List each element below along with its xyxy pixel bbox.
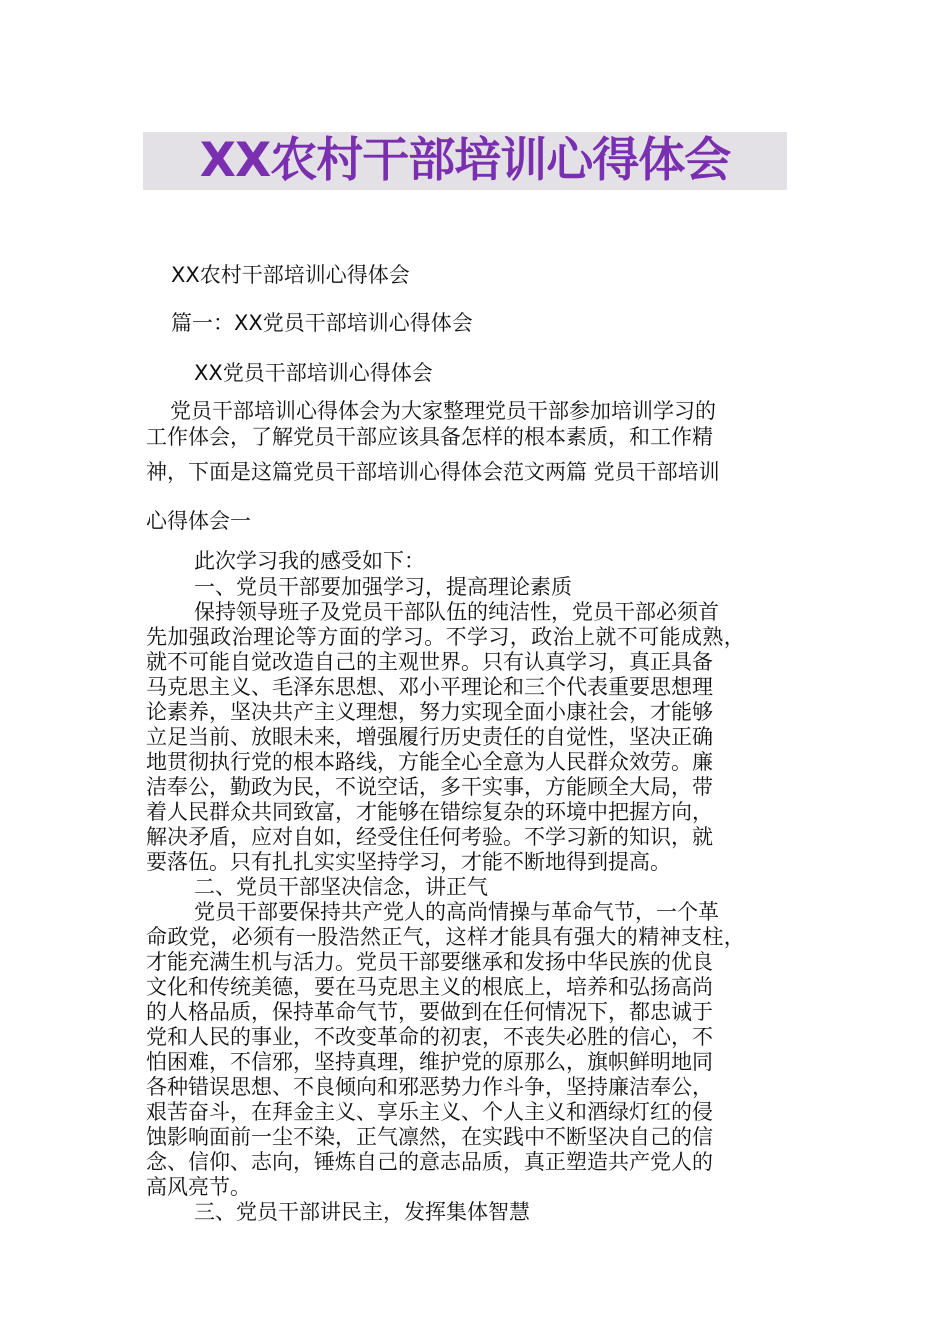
section-2-line: 念、信仰、志向，锤炼自己的意志品质，真正塑造共产党人的 [146, 1150, 713, 1174]
section-1-line: 立足当前、放眼未来，增强履行历史责任的自觉性，坚决正确 [146, 725, 713, 749]
intro-line: 此次学习我的感受如下： [194, 549, 425, 573]
lead-line: 心得体会一 [146, 509, 251, 533]
section-2-line: 命政党，必须有一股浩然正气，这样才能具有强大的精神支柱， [146, 925, 746, 949]
lead-line: 工作体会，了解党员干部应该具备怎样的根本素质，和工作精 [146, 425, 713, 449]
section-2-line: 怕困难，不信邪，坚持真理，维护党的原那么，旗帜鲜明地同 [146, 1050, 713, 1074]
section-1-line: 洁奉公，勤政为民，不说空话，多干实事，方能顾全大局，带 [146, 775, 713, 799]
section-1-line: 要落伍。只有扎扎实实坚持学习，才能不断地得到提高。 [146, 850, 671, 874]
section-1-line: 马克思主义、毛泽东思想、邓小平理论和三个代表重要思想理 [146, 675, 713, 699]
sub-title: XX党员干部培训心得体会 [194, 361, 433, 385]
part-heading: 篇一：XX党员干部培训心得体会 [171, 311, 473, 335]
section-2-line: 文化和传统美德，要在马克思主义的根底上，培养和弘扬高尚 [146, 975, 713, 999]
lead-line: 党员干部培训心得体会为大家整理党员干部参加培训学习的 [170, 399, 716, 423]
section-2-line: 党和人民的事业，不改变革命的初衷，不丧失必胜的信心，不 [146, 1025, 713, 1049]
section-1-line: 保持领导班子及党员干部队伍的纯洁性，党员干部必须首 [194, 600, 719, 624]
section-2-line: 党员干部要保持共产党人的高尚情操与革命气节，一个革 [194, 900, 719, 924]
section-2-line: 高风亮节。 [146, 1175, 251, 1199]
section-2-heading: 二、党员干部坚决信念，讲正气 [194, 875, 488, 899]
section-1-line: 先加强政治理论等方面的学习。不学习，政治上就不可能成熟， [146, 625, 746, 649]
title-highlight [143, 132, 787, 190]
section-1-heading: 一、党员干部要加强学习，提高理论素质 [194, 575, 572, 599]
section-3-heading: 三、党员干部讲民主，发挥集体智慧 [194, 1200, 530, 1224]
section-2-line: 才能充满生机与活力。党员干部要继承和发扬中华民族的优良 [146, 950, 713, 974]
section-1-line: 解决矛盾，应对自如，经受住任何考验。不学习新的知识，就 [146, 825, 713, 849]
section-2-line: 蚀影响面前一尘不染，正气凛然，在实践中不断坚决自己的信 [146, 1125, 713, 1149]
section-2-line: 艰苦奋斗，在拜金主义、享乐主义、个人主义和酒绿灯红的侵 [146, 1100, 713, 1124]
document-title: XX农村干部培训心得体会 [199, 133, 731, 188]
section-1-line: 就不可能自觉改造自己的主观世界。只有认真学习，真正具备 [146, 650, 713, 674]
doc-name: XX农村干部培训心得体会 [171, 263, 410, 287]
lead-line: 神，下面是这篇党员干部培训心得体会范文两篇 党员干部培训 [146, 460, 720, 484]
section-1-line: 地贯彻执行党的根本路线，方能全心全意为人民群众效劳。廉 [146, 750, 713, 774]
section-2-line: 的人格品质，保持革命气节，要做到在任何情况下，都忠诚于 [146, 1000, 713, 1024]
section-1-line: 着人民群众共同致富，才能够在错综复杂的环境中把握方向， [146, 800, 713, 824]
section-2-line: 各种错误思想、不良倾向和邪恶势力作斗争，坚持廉洁奉公， [146, 1075, 713, 1099]
section-1-line: 论素养，坚决共产主义理想，努力实现全面小康社会，才能够 [146, 700, 713, 724]
